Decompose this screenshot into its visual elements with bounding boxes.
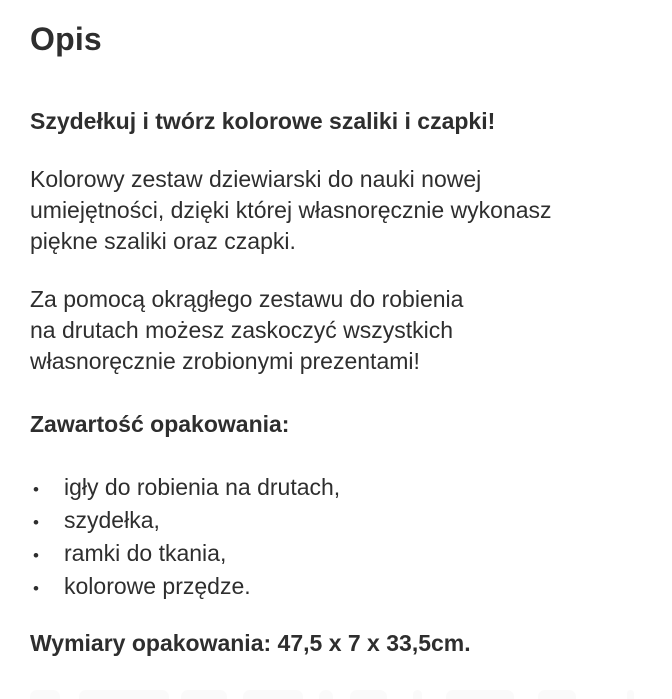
skeleton-block xyxy=(446,690,514,699)
dimensions-text: Wymiary opakowania: 47,5 x 7 x 33,5cm. xyxy=(30,630,471,656)
description-paragraph-1 xyxy=(30,164,642,257)
paragraph-line: Kolorowy zestaw dziewiarski do nauki nowej xyxy=(30,166,482,192)
skeleton-block xyxy=(538,690,576,699)
skeleton-block xyxy=(627,690,634,699)
list-item xyxy=(30,505,642,538)
skeleton-block xyxy=(413,690,422,699)
list-item xyxy=(30,571,642,604)
skeleton-row xyxy=(0,690,672,699)
contents-heading: Zawartość opakowania: xyxy=(30,411,290,437)
bullet-icon: • xyxy=(33,546,39,565)
list-item xyxy=(30,538,642,571)
paragraph-line: własnoręcznie zrobionymi prezentami! xyxy=(30,348,420,374)
list-item-label: ramki do tkania, xyxy=(64,540,227,566)
paragraph-line: piękne szaliki oraz czapki. xyxy=(30,228,296,254)
skeleton-block xyxy=(243,690,303,699)
skeleton-block xyxy=(350,690,387,699)
description-section xyxy=(0,20,672,659)
description-paragraph-2 xyxy=(30,284,642,377)
bullet-icon: • xyxy=(33,480,39,499)
skeleton-block xyxy=(319,690,333,699)
paragraph-line: umiejętności, dzięki której własnoręcznie wykonasz xyxy=(30,197,552,223)
paragraph-line: Za pomocą okrągłego zestawu do robienia xyxy=(30,286,464,312)
list-item xyxy=(30,472,642,505)
skeleton-block xyxy=(79,690,169,699)
bullet-icon: • xyxy=(33,513,39,532)
list-item-label: szydełka, xyxy=(64,507,160,533)
contents-list xyxy=(30,472,642,604)
skeleton-block xyxy=(30,690,60,699)
skeleton-block xyxy=(181,690,227,699)
list-item-label: igły do robienia na drutach, xyxy=(64,474,341,500)
list-item-label: kolorowe przędze. xyxy=(64,573,251,599)
page-title: Opis xyxy=(30,21,102,57)
paragraph-line: na drutach możesz zaskoczyć wszystkich xyxy=(30,317,454,343)
bullet-icon: • xyxy=(33,579,39,598)
product-subtitle: Szydełkuj i twórz kolorowe szaliki i czapki! xyxy=(30,108,496,134)
